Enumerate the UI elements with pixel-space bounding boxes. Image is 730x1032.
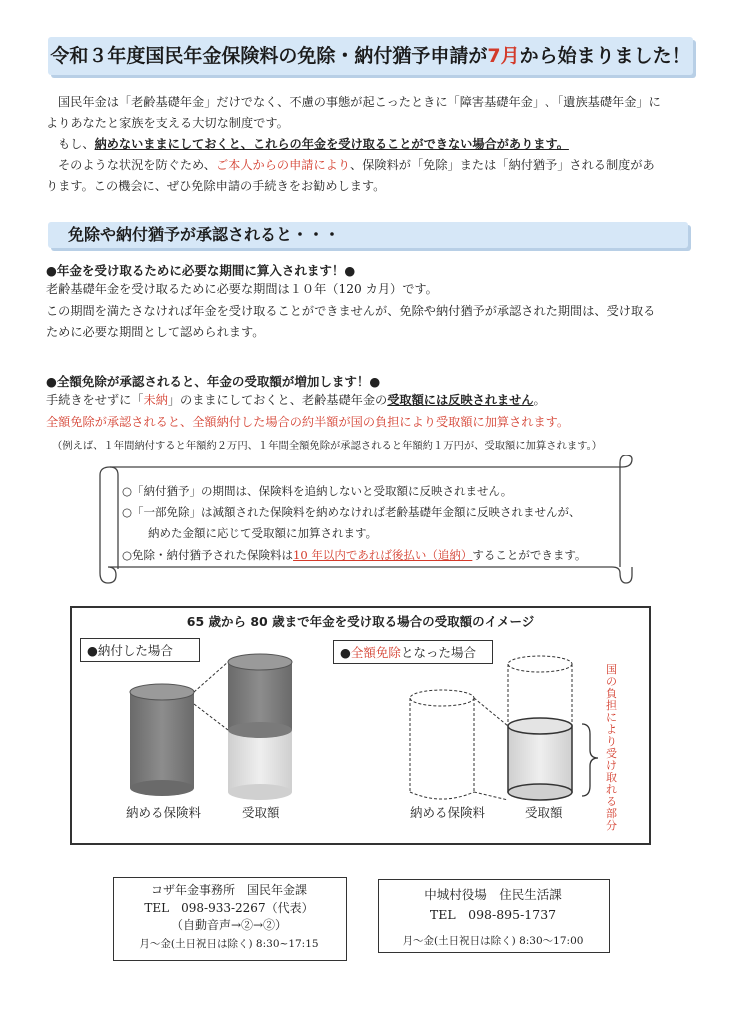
intro-line-4-post: 、保険料が「免除」または「納付猶予」される制度があ	[350, 158, 655, 172]
intro-line-5: ります。この機会に、ぜひ免除申請の手続きをお勧めします。	[46, 179, 386, 193]
s2-line1-mid: 」のままにしておくと、老齢基礎年金の	[167, 393, 388, 407]
diagram-title: 65 歳から 80 歳まで年金を受け取る場合の受取額のイメージ	[186, 614, 535, 629]
intro-line-4-red: ご本人からの申請により	[215, 158, 351, 172]
contact1-line-1: コザ年金事務所 国民年金課	[150, 883, 307, 897]
contact1-line-2: TEL 098-933-2267（代表）	[144, 901, 314, 915]
exempt-premium-label: 納める保険料	[410, 805, 486, 820]
s2-line1-red: 未納	[143, 393, 168, 407]
paid-benefit-cylinder	[228, 654, 292, 800]
exempt-benefit-label: 受取額	[525, 805, 563, 820]
exempt-label-pre: ●	[340, 645, 351, 660]
scroll-item-2a: ○「一部免除」は減額された保険料を納めなければ老齢基礎年金額に反映されませんが、	[122, 505, 581, 519]
intro-line-3-pre: もし、	[58, 137, 95, 151]
exempt-premium-cylinder	[410, 690, 474, 799]
section2-heading: ●全額免除が承認されると、年金の受取額が増加します！●	[46, 374, 381, 389]
section1-line-1: 老齢基礎年金を受け取るために必要な期間は１０年（120 カ月）です。	[46, 282, 438, 296]
scroll-item-3-post: することができます。	[472, 548, 587, 562]
state-burden-note: 国の負担により受け取れる部分	[606, 663, 617, 832]
title-text-month: 7月	[487, 45, 520, 67]
paid-premium-cylinder	[130, 684, 194, 796]
intro-line-4-pre: そのような状況を防ぐため、	[58, 158, 216, 172]
scroll-item-1: ○「納付猶予」の期間は、保険料を追納しないと受取額に反映されません。	[122, 484, 513, 498]
intro-warning: 納めないままにしておくと、これらの年金を受け取ることができない場合があります。	[94, 137, 569, 151]
scroll-item-2b: 納めた金額に応じて受取額に加算されます。	[148, 526, 378, 540]
section2-line-1	[46, 390, 546, 410]
section2-line-2: 全額免除が承認されると、全額納付した場合の約半額が国の負担により受取額に加算されます。	[46, 415, 570, 429]
exempt-label-red: 全額免除	[350, 645, 401, 660]
s2-line1-pre: 手続きをせずに「	[46, 393, 144, 407]
s2-line1-bold: 受取額には反映されません	[387, 393, 534, 407]
contact1-line-3: （自動音声→②→②）	[170, 918, 288, 932]
contact2-line-2: TEL 098-895-1737	[429, 907, 557, 922]
scroll-item-3-pre: ○免除・納付猶予された保険料は	[122, 548, 294, 562]
paid-benefit-label: 受取額	[242, 805, 280, 820]
contact1-line-4: 月～金(土日祝日は除く) 8:30~17:15	[139, 938, 319, 950]
s2-line1-post: 。	[533, 393, 546, 407]
intro-line-2: よりあなたと家族を支える大切な制度です。	[46, 116, 289, 130]
title-text-pre: 令和３年度国民年金保険料の免除・納付猶予申請が	[50, 45, 488, 67]
cylinder-diagram	[120, 650, 640, 810]
scroll-item-3	[122, 545, 586, 565]
exempt-benefit-cylinder	[508, 656, 572, 800]
intro-line-1: 国民年金は「老齢基礎年金」だけでなく、不慮の事態が起こったときに「障害基礎年金」､「遺族基礎年金」に	[58, 95, 661, 109]
exempt-label-post: となった場合	[400, 645, 476, 660]
title-text-post: から始まりました！	[519, 45, 691, 67]
paid-case-label: ●納付した場合	[80, 638, 200, 662]
section-banner: 免除や納付猶予が承認されると・・・	[48, 222, 688, 248]
intro-line-4	[58, 155, 655, 175]
paid-premium-label: 納める保険料	[126, 805, 202, 820]
contact2-line-1: 中城村役場 住民生活課	[424, 887, 562, 902]
brace-icon	[582, 724, 598, 796]
scroll-item-3-red: 10 年以内であれば後払い（追納）	[293, 548, 473, 562]
section2-note: （例えば、１年間納付すると年額約２万円、１年間全額免除が承認されると年額約１万円が、受取額に加算されます。）	[52, 440, 603, 452]
section1-heading: ●年金を受け取るために必要な期間に算入されます！●	[46, 263, 356, 278]
contact2-line-3: 月～金(土日祝日は除く) 8:30～17:00	[402, 935, 584, 947]
intro-line-3	[58, 134, 569, 154]
main-title-banner	[48, 37, 693, 75]
section1-line-2: この期間を満たさなければ年金を受け取ることができませんが、免除や納付猶予が承認された期間は、受け取る	[46, 304, 656, 318]
section1-line-3: ために必要な期間として認められます。	[46, 325, 265, 339]
